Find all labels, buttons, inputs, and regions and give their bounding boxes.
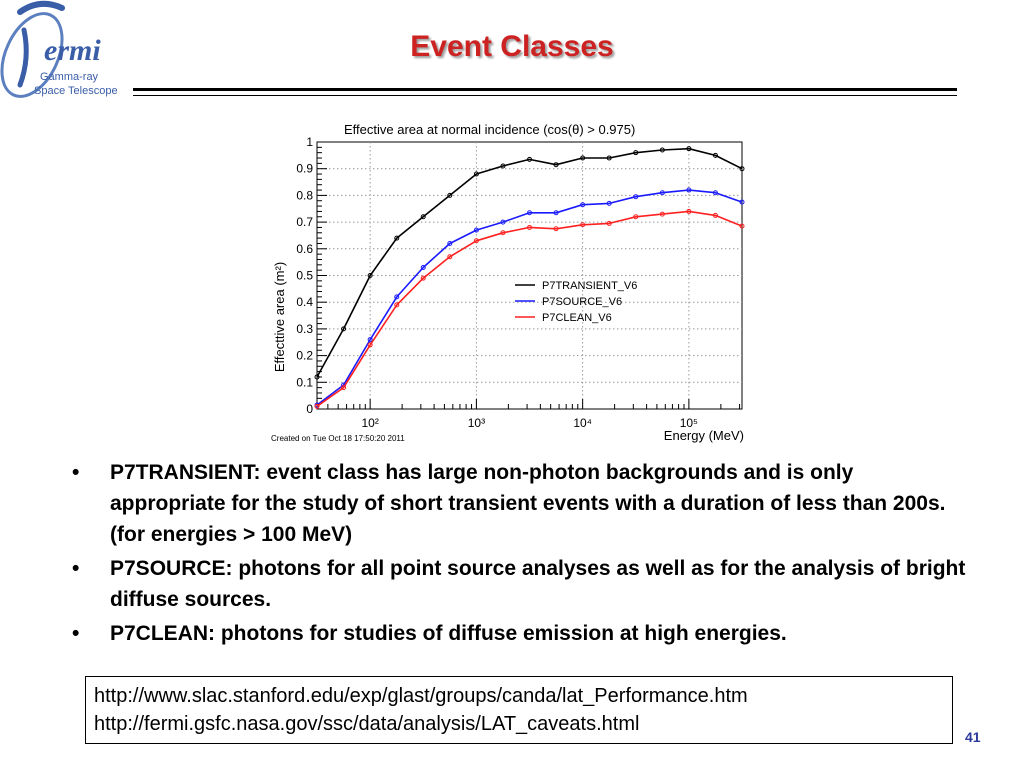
bullet-text: P7CLEAN: photons for studies of diffuse emission at high energies. (110, 622, 787, 645)
bullet-text: P7SOURCE: photons for all point source analyses as well as for the analysis of bright diffuse sources. (110, 557, 966, 611)
x-tick-label: 10² (361, 416, 379, 430)
title-divider (133, 88, 957, 91)
title-divider-thin (133, 95, 957, 96)
chart-title: Effective area at normal incidence (cos(θ) > 0.975) (344, 122, 636, 137)
legend-label: P7TRANSIENT_V6 (542, 280, 638, 292)
y-tick-label: 0.6 (296, 241, 313, 256)
logo-line1: Gamma-ray (40, 71, 99, 83)
y-tick-label: 0 (306, 402, 313, 416)
x-tick-label: 10³ (467, 416, 486, 430)
y-axis-label: Effecttive area (m²) (272, 261, 287, 373)
bullet-marker: • (72, 557, 80, 580)
y-tick-label: 0.7 (296, 215, 313, 230)
y-tick-label: 0.1 (296, 375, 313, 390)
bullet-list (70, 457, 970, 652)
logo-line2: Space Telescope (34, 85, 118, 97)
y-tick-label: 0.3 (296, 321, 313, 336)
bullet-clean (70, 618, 970, 649)
x-axis-label: Energy (MeV) (663, 428, 744, 443)
bullet-source (70, 553, 970, 615)
y-tick-label: 0.8 (296, 188, 313, 203)
bullet-transient (70, 457, 970, 550)
link-lat-caveats[interactable]: http://fermi.gsfc.nasa.gov/ssc/data/analysis/LAT_caveats.html (94, 713, 640, 735)
plot-area (296, 135, 744, 430)
legend-label: P7SOURCE_V6 (542, 296, 623, 308)
x-tick-label: 10⁴ (573, 416, 592, 430)
y-tick-label: 1 (306, 135, 313, 149)
legend-label: P7CLEAN_V6 (542, 312, 612, 324)
y-tick-label: 0.4 (296, 295, 313, 310)
link-lat-performance[interactable]: http://www.slac.stanford.edu/exp/glast/groups/canda/lat_Performance.htm (94, 685, 748, 707)
y-tick-label: 0.5 (296, 268, 313, 283)
slide-title: Event Classes (410, 30, 614, 63)
bullet-text: P7TRANSIENT: event class has large non-photon backgrounds and is only appropriate for the study of short transient events with a duration of less than 200s. (for energies > 100 MeV) (110, 461, 946, 546)
bullet-marker: • (72, 461, 80, 484)
x-tick-label: 10⁵ (679, 416, 699, 430)
logo-word: ermi (44, 34, 101, 67)
y-tick-label: 0.9 (296, 161, 313, 176)
page-number: 41 (965, 729, 981, 745)
bullet-marker: • (72, 622, 80, 645)
y-tick-label: 0.2 (296, 348, 313, 363)
reference-links-box (85, 676, 953, 744)
effective-area-chart (262, 112, 762, 447)
chart-footnote: Created on Tue Oct 18 17:50:20 2011 (271, 434, 405, 443)
